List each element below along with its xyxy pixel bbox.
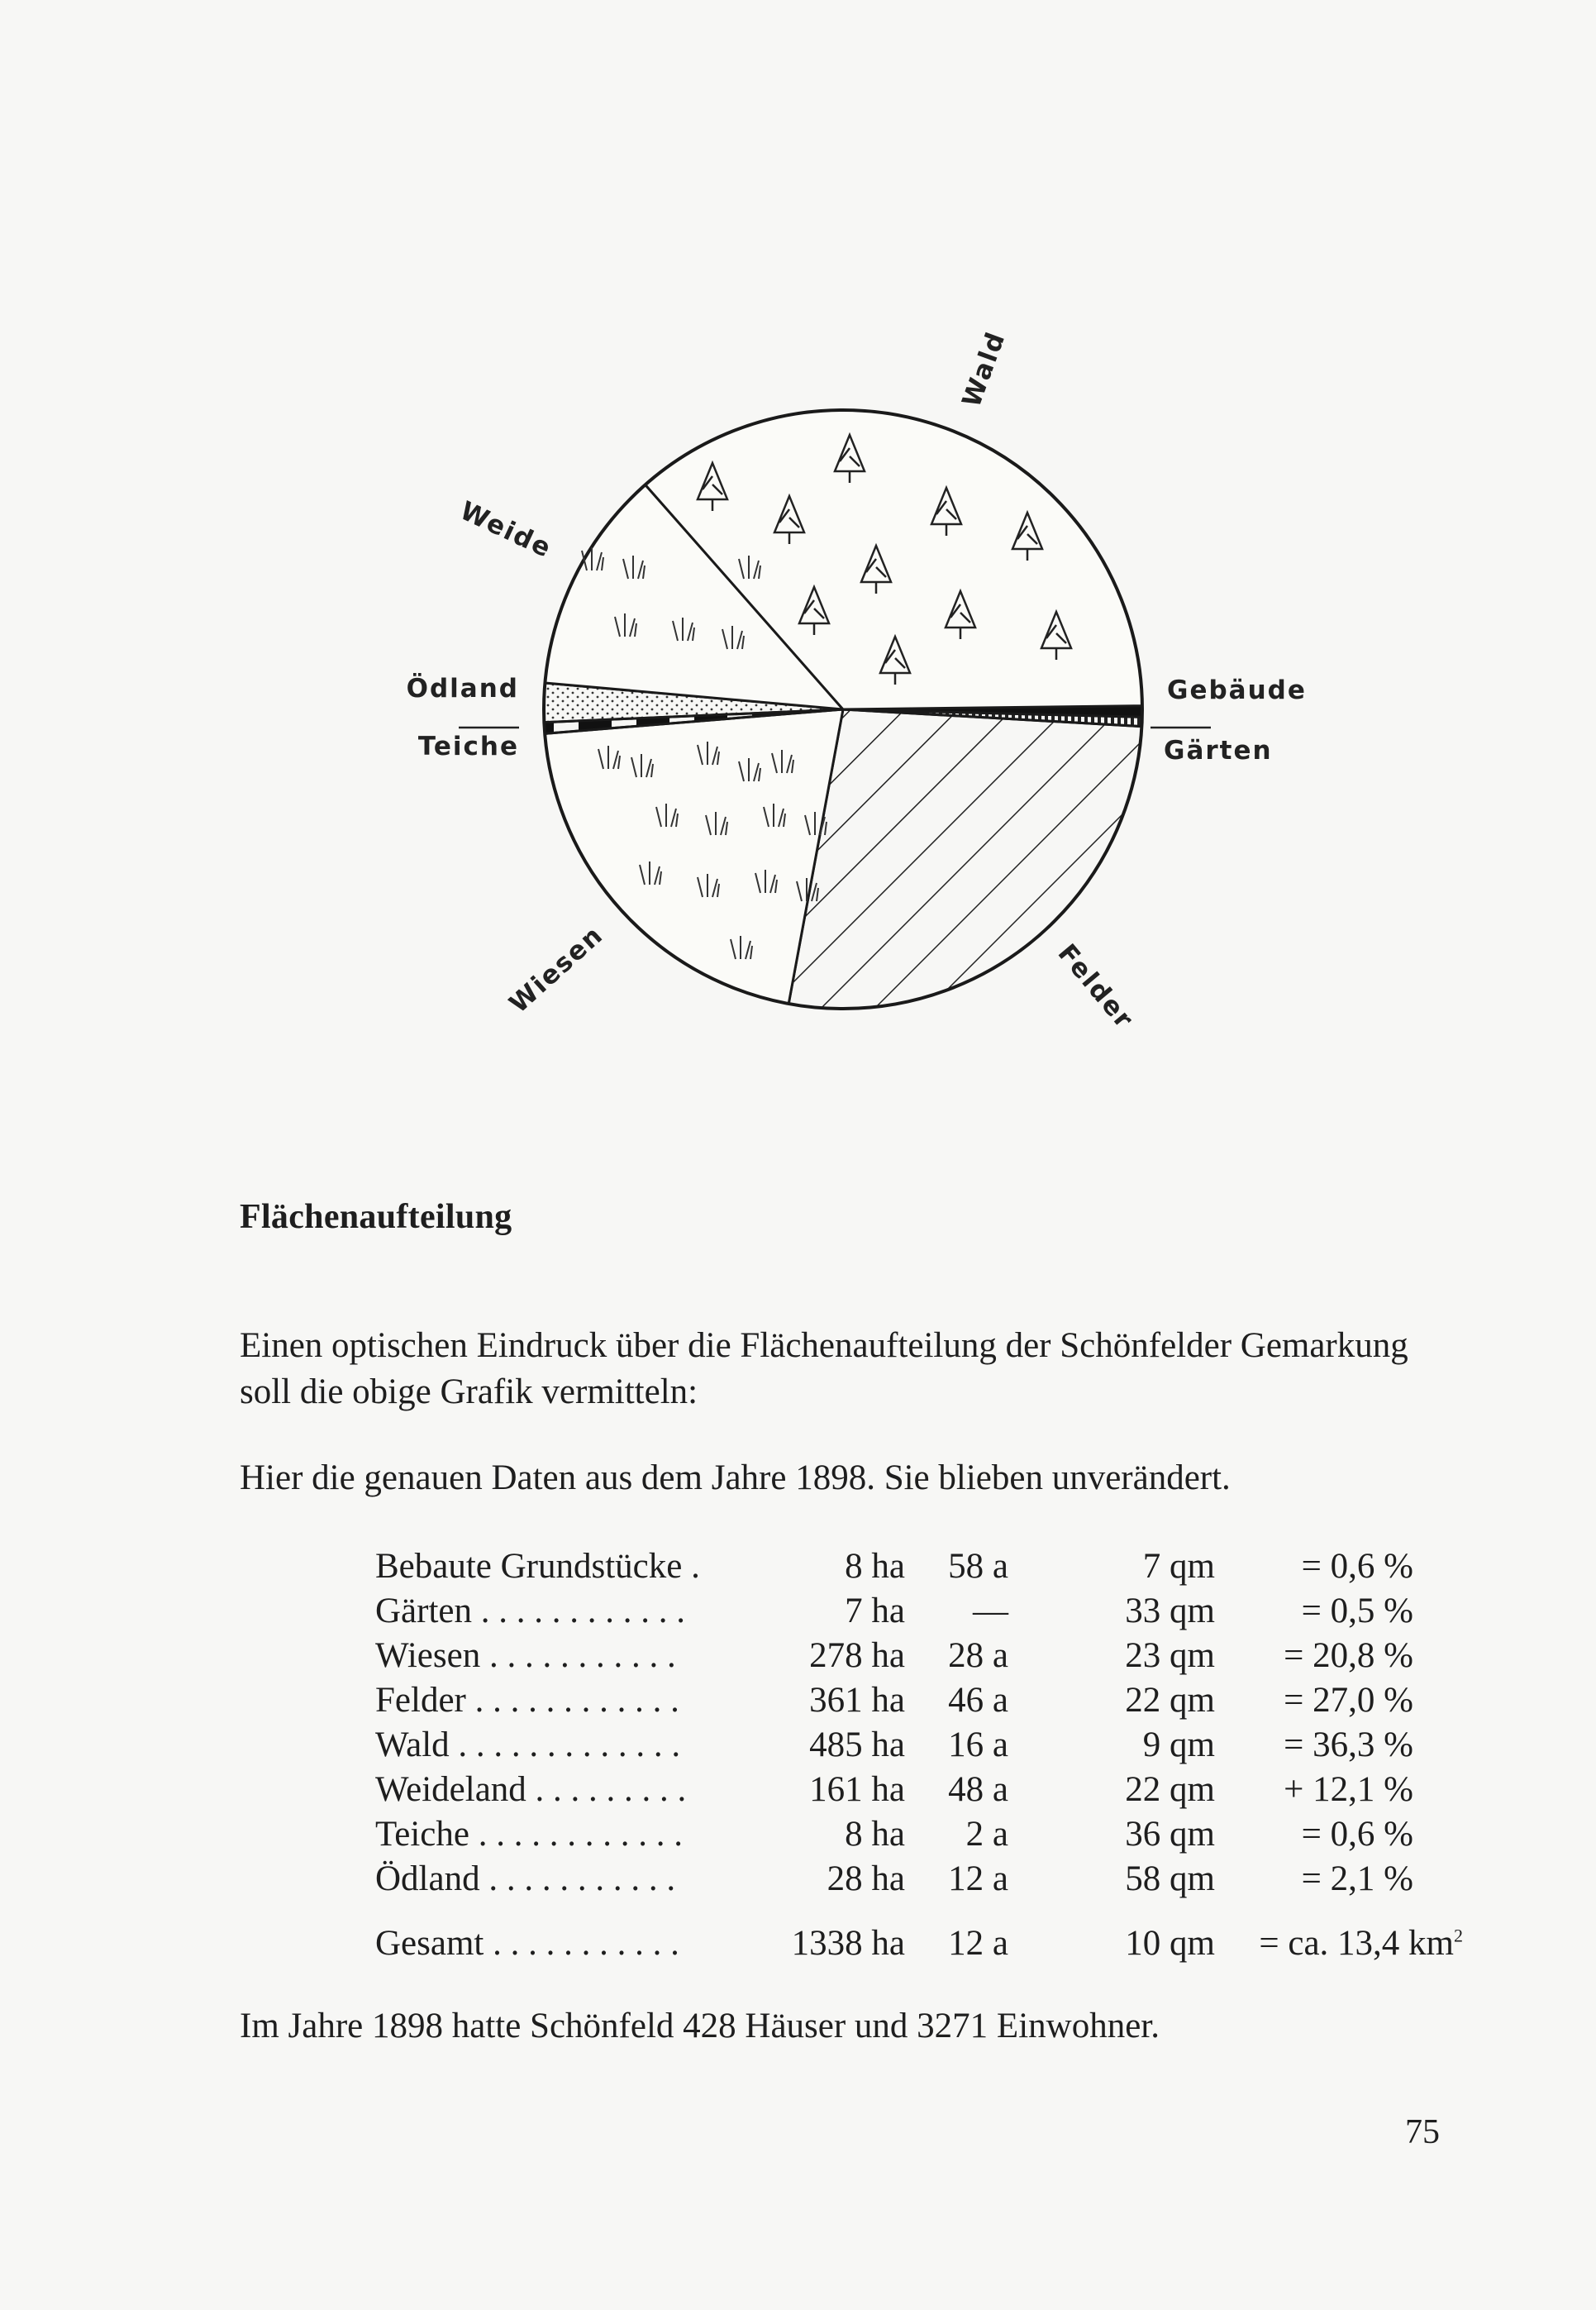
row-label: Wald . . . . . . . . . . . . .: [375, 1725, 681, 1764]
total-square-meters: 10 qm: [1125, 1924, 1215, 1963]
row-percent: = 2,1 %: [1301, 1859, 1413, 1898]
row-label: Teiche . . . . . . . . . . . .: [375, 1815, 683, 1854]
row-ares: 2 a: [965, 1815, 1008, 1854]
table-row: [372, 1635, 1446, 1680]
row-label: Felder . . . . . . . . . . . .: [375, 1681, 679, 1720]
row-hectares: 8 ha: [845, 1815, 905, 1854]
table-row: [372, 1814, 1446, 1859]
row-square-meters: 58 qm: [1125, 1859, 1215, 1898]
row-label: Bebaute Grundstücke .: [375, 1547, 700, 1586]
row-percent: + 12,1 %: [1284, 1770, 1413, 1809]
table-row: [372, 1591, 1446, 1635]
row-ares: 12 a: [948, 1859, 1008, 1898]
table-row: [372, 1769, 1446, 1814]
page-number: 75: [1405, 2113, 1440, 2151]
row-square-meters: 33 qm: [1125, 1592, 1215, 1630]
table-row: [372, 1680, 1446, 1725]
row-ares: 28 a: [948, 1636, 1008, 1675]
row-percent: = 20,8 %: [1284, 1636, 1413, 1675]
row-square-meters: 23 qm: [1125, 1636, 1215, 1675]
total-area-unit-superscript: 2: [1454, 1925, 1463, 1946]
row-label: Gärten . . . . . . . . . . . .: [375, 1592, 685, 1630]
total-area: [1215, 1923, 1463, 1964]
row-square-meters: 22 qm: [1125, 1770, 1215, 1809]
slice-label-felder: Felder: [1051, 938, 1140, 1035]
slice-label-weide: Weide: [455, 495, 557, 565]
row-percent: = 0,6 %: [1301, 1547, 1413, 1586]
slice-label-ödland: Ödland: [406, 674, 519, 704]
row-hectares: 485 ha: [809, 1725, 905, 1764]
table-row: [372, 1725, 1446, 1769]
land-use-pie-chart: [0, 0, 1596, 1100]
row-percent: = 36,3 %: [1284, 1725, 1413, 1764]
row-label: Wiesen . . . . . . . . . . .: [375, 1636, 676, 1675]
data-intro-paragraph: Hier die genauen Daten aus dem Jahre 1898. Sie blieben unverändert.: [240, 1458, 1231, 1497]
row-hectares: 28 ha: [827, 1859, 905, 1898]
section-heading: Flächenaufteilung: [240, 1198, 512, 1236]
slice-label-gebäude: Gebäude: [1167, 675, 1307, 705]
slice-label-gärten: Gärten: [1164, 736, 1273, 766]
row-hectares: 161 ha: [809, 1770, 905, 1809]
row-percent: = 27,0 %: [1284, 1681, 1413, 1720]
row-ares: 58 a: [948, 1547, 1008, 1586]
row-percent: = 0,6 %: [1301, 1815, 1413, 1854]
row-label: Weideland . . . . . . . . .: [375, 1770, 687, 1809]
total-ares: 12 a: [948, 1924, 1008, 1963]
row-hectares: 8 ha: [845, 1547, 905, 1586]
row-ares: 48 a: [948, 1770, 1008, 1809]
table-total-row: [372, 1923, 1463, 1968]
table-row: [372, 1546, 1446, 1591]
total-area-value: = ca. 13,4 km: [1259, 1924, 1454, 1963]
row-square-meters: 9 qm: [1142, 1725, 1215, 1764]
row-hectares: 278 ha: [809, 1636, 905, 1675]
row-square-meters: 22 qm: [1125, 1681, 1215, 1720]
slice-label-teiche: Teiche: [417, 732, 519, 761]
land-area-table: [372, 1546, 1463, 1968]
row-label: Ödland . . . . . . . . . . .: [375, 1859, 676, 1898]
intro-paragraph: Einen optischen Eindruck über die Flächenaufteilung der Schönfelder Gemarkung soll die obige Grafik vermitteln:: [240, 1326, 1408, 1411]
total-hectares: 1338 ha: [791, 1924, 905, 1963]
slice-label-wiesen: Wiesen: [503, 919, 610, 1019]
row-hectares: 361 ha: [809, 1681, 905, 1720]
row-ares: 16 a: [948, 1725, 1008, 1764]
row-square-meters: 36 qm: [1125, 1815, 1215, 1854]
total-label: Gesamt . . . . . . . . . . .: [375, 1924, 679, 1963]
row-ares: —: [973, 1592, 1008, 1630]
row-ares: 46 a: [948, 1681, 1008, 1720]
row-square-meters: 7 qm: [1142, 1547, 1215, 1586]
closing-paragraph: Im Jahre 1898 hatte Schönfeld 428 Häuser und 3271 Einwohner.: [240, 2007, 1160, 2045]
table-row: [372, 1859, 1446, 1903]
row-hectares: 7 ha: [845, 1592, 905, 1630]
slice-label-wald: Wald: [956, 327, 1012, 412]
row-percent: = 0,5 %: [1301, 1592, 1413, 1630]
